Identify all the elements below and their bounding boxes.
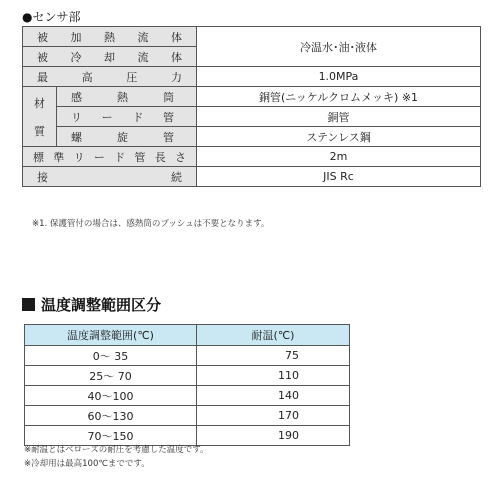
label-char: 高 — [81, 70, 93, 84]
max-pressure-value: 1.0MPa — [197, 67, 481, 87]
label-char: ー — [93, 150, 105, 164]
range-value: 40～100 — [87, 389, 134, 403]
label-char: 標 — [33, 150, 44, 164]
label-char: 材 — [34, 96, 45, 110]
label-char: 熱 — [104, 30, 115, 44]
heat-resist-cell — [197, 346, 350, 366]
temperature-footnote: ※冷却用は最高100℃までです。 — [24, 459, 150, 469]
fluid-value: 冷温水･油･液体 — [197, 27, 481, 67]
label-char: リ — [73, 150, 85, 164]
spiral-pipe-value: ステンレス鋼 — [197, 127, 481, 147]
range-cell — [25, 346, 197, 366]
range-value: 25～ 70 — [89, 369, 132, 383]
range-value: 0～ 35 — [92, 349, 129, 363]
std-lead-length-value: 2m — [197, 147, 481, 167]
heat-pipe-label — [57, 87, 197, 107]
heat-resist-column-header: 耐温(℃) — [197, 325, 350, 346]
label-char: 筒 — [163, 90, 174, 104]
temperature-section-title: 温度調整範囲区分 — [41, 296, 162, 314]
label-char: ド — [114, 150, 126, 164]
heat-resist-cell — [197, 386, 350, 406]
fluid-cooled-label — [23, 47, 197, 67]
heat-resist-cell — [197, 406, 350, 426]
table-row — [23, 127, 481, 147]
spiral-pipe-label — [57, 127, 197, 147]
range-value: 70～150 — [87, 429, 134, 443]
label-char: 力 — [170, 70, 182, 84]
table-header-row — [25, 325, 350, 346]
label-char: 加 — [70, 30, 82, 44]
heat-pipe-value: 銅管(ニッケルクロムメッキ) ※1 — [197, 87, 481, 107]
label-char: 流 — [137, 50, 149, 64]
label-char: 却 — [104, 50, 115, 64]
label-char: 質 — [34, 124, 45, 138]
range-cell — [25, 406, 197, 426]
temperature-footnote: ※耐温とはベローズの耐圧を考慮した温度です。 — [24, 445, 209, 455]
label-char: 旋 — [117, 130, 128, 144]
range-value: 60～130 — [87, 409, 134, 423]
table-row — [23, 67, 481, 87]
label-char: 準 — [53, 150, 65, 164]
range-column-header: 温度調整範囲(℃) — [25, 325, 197, 346]
label-char: 被 — [37, 50, 48, 64]
label-char: ー — [101, 110, 113, 124]
connection-value: JIS Rc — [197, 167, 481, 187]
heat-resist-cell — [197, 366, 350, 386]
label-char: 体 — [171, 50, 182, 64]
table-row — [23, 147, 481, 167]
table-row — [25, 346, 350, 366]
lead-pipe-label — [57, 107, 197, 127]
table-row — [23, 167, 481, 187]
label-char: 管 — [162, 110, 174, 124]
connection-label — [23, 167, 197, 187]
label-char: 管 — [163, 130, 174, 144]
label-char: 最 — [37, 70, 48, 84]
label-char: 被 — [37, 30, 48, 44]
label-char: ド — [132, 110, 144, 124]
table-row — [25, 406, 350, 426]
heat-resist-value: 170 — [278, 409, 299, 422]
range-cell — [25, 366, 197, 386]
table-row — [25, 366, 350, 386]
label-char: 管 — [134, 150, 146, 164]
heat-resist-value: 140 — [278, 389, 299, 402]
sensor-spec-table — [22, 26, 481, 187]
lead-pipe-value: 銅管 — [197, 107, 481, 127]
fluid-heated-label — [23, 27, 197, 47]
label-char: 流 — [137, 30, 149, 44]
sensor-footnote: ※1. 保護管付の場合は、感熱筒のブッシュは不要となります。 — [32, 219, 270, 229]
max-pressure-label — [23, 67, 197, 87]
label-char: 長 — [154, 150, 166, 164]
table-row — [23, 87, 481, 107]
heat-resist-cell — [197, 426, 350, 446]
temperature-range-table — [24, 324, 350, 446]
label-char: 接 — [37, 170, 48, 184]
table-row — [23, 27, 481, 47]
square-bullet-icon — [22, 298, 35, 311]
std-lead-length-label — [23, 147, 197, 167]
heat-resist-value: 190 — [278, 429, 299, 442]
label-char: 感 — [71, 90, 82, 104]
label-char: 螺 — [71, 130, 82, 144]
label-char: 熱 — [117, 90, 128, 104]
table-row — [25, 386, 350, 406]
material-label — [23, 87, 57, 147]
temperature-section-heading — [22, 294, 161, 315]
heat-resist-value: 75 — [285, 349, 299, 362]
label-char: 続 — [171, 170, 182, 184]
heat-resist-value: 110 — [278, 369, 299, 382]
label-char: リ — [71, 110, 82, 124]
label-char: 体 — [171, 30, 182, 44]
sensor-section-title: ●センサ部 — [22, 10, 81, 24]
table-row — [23, 107, 481, 127]
label-char: さ — [174, 150, 186, 164]
range-cell — [25, 386, 197, 406]
label-char: 圧 — [126, 70, 138, 84]
label-char: 冷 — [70, 50, 82, 64]
